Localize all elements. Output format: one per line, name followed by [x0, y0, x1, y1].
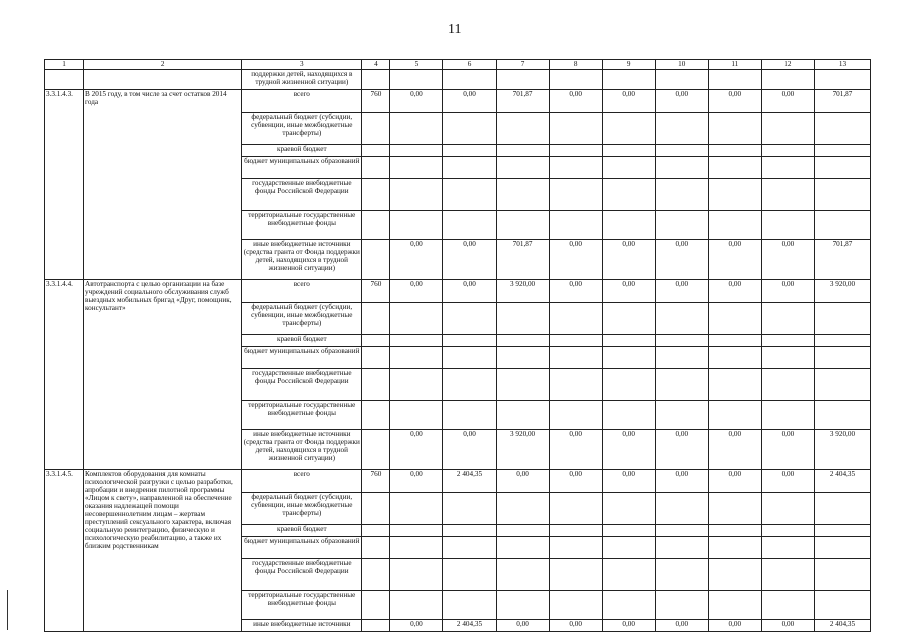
value-cell: 0,00 — [708, 90, 761, 113]
value-cell: 0,00 — [443, 430, 496, 470]
value-cell — [549, 157, 602, 179]
value-cell — [390, 113, 443, 145]
value-cell: 701,87 — [814, 240, 870, 280]
value-cell — [443, 347, 496, 369]
value-cell — [655, 347, 708, 369]
value-cell — [814, 493, 870, 525]
value-cell — [761, 537, 814, 559]
column-number: 1 — [45, 60, 84, 70]
table-row — [45, 90, 871, 113]
value-cell — [443, 70, 496, 90]
value-cell — [602, 179, 655, 211]
funding-source: иные внебюджетные источники — [242, 620, 362, 632]
item-description: Автотранспорта с целью организации на базе учреждений социального обслуживания служб выездных мобильных бригад «Друг, помощник, консультант» — [84, 280, 242, 470]
value-cell: 3 920,00 — [496, 280, 549, 303]
value-cell: 0,00 — [549, 620, 602, 632]
value-cell — [655, 157, 708, 179]
value-cell — [443, 559, 496, 591]
column4-code — [362, 525, 390, 537]
value-cell — [549, 401, 602, 430]
column4-code — [362, 347, 390, 369]
value-cell — [655, 70, 708, 90]
value-cell — [362, 70, 390, 90]
value-cell — [708, 525, 761, 537]
value-cell — [708, 303, 761, 335]
value-cell — [443, 113, 496, 145]
value-cell: 0,00 — [549, 430, 602, 470]
value-cell — [814, 369, 870, 401]
value-cell — [814, 347, 870, 369]
value-cell — [443, 369, 496, 401]
funding-source: поддержки детей, находящихся в трудной жизненной ситуации) — [242, 70, 362, 90]
value-cell — [549, 113, 602, 145]
value-cell — [496, 525, 549, 537]
value-cell — [443, 335, 496, 347]
value-cell: 3 920,00 — [496, 430, 549, 470]
value-cell — [443, 179, 496, 211]
value-cell — [549, 335, 602, 347]
value-cell — [814, 113, 870, 145]
column-number: 2 — [84, 60, 242, 70]
value-cell: 701,87 — [496, 240, 549, 280]
value-cell — [390, 559, 443, 591]
column-number: 4 — [362, 60, 390, 70]
value-cell — [602, 335, 655, 347]
value-cell — [602, 401, 655, 430]
column4-code — [362, 430, 390, 470]
value-cell — [602, 347, 655, 369]
value-cell: 0,00 — [602, 90, 655, 113]
value-cell — [602, 537, 655, 559]
column4-code: 760 — [362, 90, 390, 113]
item-code: 3.3.1.4.5. — [45, 470, 84, 632]
column4-code — [362, 240, 390, 280]
value-cell — [496, 211, 549, 240]
value-cell — [708, 591, 761, 620]
value-cell: 0,00 — [655, 280, 708, 303]
funding-source: бюджет муниципальных образований — [242, 537, 362, 559]
page-number: 11 — [448, 22, 462, 37]
value-cell: 0,00 — [390, 430, 443, 470]
value-cell: 0,00 — [443, 240, 496, 280]
value-cell: 0,00 — [390, 280, 443, 303]
funding-source: краевой бюджет — [242, 525, 362, 537]
value-cell — [496, 347, 549, 369]
value-cell: 0,00 — [549, 280, 602, 303]
value-cell — [814, 70, 870, 90]
value-cell — [443, 211, 496, 240]
funding-source: всего — [242, 90, 362, 113]
value-cell — [814, 157, 870, 179]
value-cell — [708, 70, 761, 90]
value-cell — [549, 537, 602, 559]
value-cell — [496, 537, 549, 559]
value-cell — [761, 401, 814, 430]
funding-source: территориальные государственные внебюджетные фонды — [242, 401, 362, 430]
column4-code — [362, 620, 390, 632]
value-cell — [443, 591, 496, 620]
value-cell — [602, 303, 655, 335]
item-code — [45, 70, 84, 90]
funding-source: государственные внебюджетные фонды Российской Федерации — [242, 559, 362, 591]
column4-code — [362, 559, 390, 591]
column4-code — [362, 113, 390, 145]
value-cell — [549, 179, 602, 211]
funding-source: федеральный бюджет (субсидии, субвенции, иные межбюджетные трансферты) — [242, 493, 362, 525]
value-cell — [761, 157, 814, 179]
value-cell — [814, 335, 870, 347]
value-cell — [549, 369, 602, 401]
value-cell — [549, 559, 602, 591]
funding-source: бюджет муниципальных образований — [242, 347, 362, 369]
value-cell — [549, 525, 602, 537]
value-cell — [549, 303, 602, 335]
value-cell: 0,00 — [761, 430, 814, 470]
value-cell: 0,00 — [655, 620, 708, 632]
value-cell — [390, 211, 443, 240]
value-cell — [708, 145, 761, 157]
value-cell — [814, 591, 870, 620]
value-cell — [390, 537, 443, 559]
column4-code — [362, 591, 390, 620]
value-cell — [761, 369, 814, 401]
column-number-row — [45, 60, 871, 70]
value-cell: 0,00 — [443, 280, 496, 303]
value-cell — [708, 369, 761, 401]
continuation-row — [45, 70, 871, 90]
value-cell — [602, 211, 655, 240]
value-cell: 701,87 — [814, 90, 870, 113]
value-cell — [814, 525, 870, 537]
value-cell — [814, 559, 870, 591]
value-cell: 0,00 — [708, 240, 761, 280]
value-cell: 0,00 — [602, 620, 655, 632]
value-cell — [549, 591, 602, 620]
value-cell — [602, 157, 655, 179]
value-cell — [496, 401, 549, 430]
item-description — [84, 70, 242, 90]
column4-code — [362, 335, 390, 347]
value-cell — [443, 157, 496, 179]
value-cell — [761, 335, 814, 347]
funding-source: всего — [242, 280, 362, 303]
value-cell — [390, 70, 443, 90]
column4-code — [362, 179, 390, 211]
value-cell — [549, 211, 602, 240]
value-cell — [761, 211, 814, 240]
value-cell — [602, 559, 655, 591]
value-cell: 0,00 — [761, 470, 814, 493]
column-number: 9 — [602, 60, 655, 70]
table-row — [45, 470, 871, 493]
value-cell — [761, 179, 814, 211]
value-cell: 0,00 — [761, 90, 814, 113]
value-cell — [602, 145, 655, 157]
value-cell — [496, 335, 549, 347]
value-cell — [443, 401, 496, 430]
value-cell — [549, 493, 602, 525]
value-cell — [390, 179, 443, 211]
funding-source: государственные внебюджетные фонды Российской Федерации — [242, 179, 362, 211]
item-description: Комплектов оборудования для комнаты психологической разгрузки с целью разработки, апробации и внедрения пилотной программы «Лицом к свету», направленной на обеспечение оказания надлежащей помощи несовершеннолетним лицам – жертвам преступлений сексуального характера, включая социальную реинтеграцию, физическую и психологическую реабилитацию, а также их близким родственникам — [84, 470, 242, 632]
value-cell — [390, 493, 443, 525]
value-cell — [496, 559, 549, 591]
column-number: 6 — [443, 60, 496, 70]
value-cell: 0,00 — [655, 430, 708, 470]
value-cell — [602, 591, 655, 620]
value-cell — [814, 537, 870, 559]
value-cell — [496, 113, 549, 145]
value-cell — [496, 179, 549, 211]
value-cell: 2 404,35 — [814, 470, 870, 493]
value-cell: 0,00 — [390, 90, 443, 113]
value-cell: 3 920,00 — [814, 280, 870, 303]
value-cell — [496, 591, 549, 620]
column-number: 12 — [761, 60, 814, 70]
funding-source: краевой бюджет — [242, 335, 362, 347]
value-cell — [761, 303, 814, 335]
funding-source: государственные внебюджетные фонды Российской Федерации — [242, 369, 362, 401]
value-cell — [761, 559, 814, 591]
value-cell — [655, 211, 708, 240]
funding-source: федеральный бюджет (субсидии, субвенции, иные межбюджетные трансферты) — [242, 303, 362, 335]
value-cell: 0,00 — [602, 470, 655, 493]
value-cell — [496, 145, 549, 157]
value-cell — [496, 369, 549, 401]
value-cell — [708, 493, 761, 525]
value-cell — [443, 537, 496, 559]
value-cell — [390, 369, 443, 401]
column4-code — [362, 211, 390, 240]
value-cell — [814, 145, 870, 157]
value-cell — [655, 525, 708, 537]
value-cell — [549, 145, 602, 157]
budget-table — [44, 59, 871, 632]
value-cell — [708, 537, 761, 559]
value-cell: 0,00 — [549, 240, 602, 280]
value-cell: 0,00 — [443, 90, 496, 113]
value-cell — [655, 145, 708, 157]
value-cell: 0,00 — [496, 620, 549, 632]
value-cell — [655, 401, 708, 430]
column-number: 11 — [708, 60, 761, 70]
value-cell: 701,87 — [496, 90, 549, 113]
value-cell — [655, 537, 708, 559]
table-row — [45, 280, 871, 303]
value-cell — [443, 525, 496, 537]
value-cell — [655, 369, 708, 401]
column-number: 13 — [814, 60, 870, 70]
funding-source: территориальные государственные внебюджетные фонды — [242, 211, 362, 240]
item-description: В 2015 году, в том числе за счет остатков 2014 года — [84, 90, 242, 280]
value-cell — [761, 113, 814, 145]
funding-source: всего — [242, 470, 362, 493]
value-cell — [655, 591, 708, 620]
value-cell — [390, 157, 443, 179]
value-cell: 0,00 — [602, 240, 655, 280]
value-cell — [761, 525, 814, 537]
value-cell — [496, 303, 549, 335]
funding-source: краевой бюджет — [242, 145, 362, 157]
value-cell — [814, 401, 870, 430]
value-cell: 0,00 — [496, 470, 549, 493]
value-cell — [708, 335, 761, 347]
value-cell — [602, 70, 655, 90]
column-number: 7 — [496, 60, 549, 70]
value-cell: 0,00 — [655, 470, 708, 493]
value-cell: 0,00 — [761, 240, 814, 280]
value-cell: 2 404,35 — [814, 620, 870, 632]
value-cell: 0,00 — [761, 280, 814, 303]
value-cell: 3 920,00 — [814, 430, 870, 470]
value-cell — [390, 525, 443, 537]
value-cell — [496, 157, 549, 179]
value-cell — [443, 493, 496, 525]
value-cell: 0,00 — [708, 280, 761, 303]
value-cell: 0,00 — [390, 470, 443, 493]
value-cell — [602, 369, 655, 401]
value-cell — [814, 179, 870, 211]
value-cell — [761, 347, 814, 369]
margin-mark — [7, 590, 8, 630]
value-cell: 0,00 — [602, 280, 655, 303]
value-cell — [390, 335, 443, 347]
value-cell — [814, 211, 870, 240]
value-cell: 0,00 — [549, 470, 602, 493]
value-cell: 2 404,35 — [443, 620, 496, 632]
value-cell — [390, 591, 443, 620]
column4-code: 760 — [362, 470, 390, 493]
value-cell — [655, 179, 708, 211]
value-cell: 0,00 — [708, 430, 761, 470]
funding-source: бюджет муниципальных образований — [242, 157, 362, 179]
value-cell — [602, 493, 655, 525]
column-number: 5 — [390, 60, 443, 70]
value-cell — [655, 335, 708, 347]
value-cell — [443, 145, 496, 157]
column4-code — [362, 493, 390, 525]
value-cell — [708, 113, 761, 145]
value-cell — [549, 70, 602, 90]
value-cell: 0,00 — [761, 620, 814, 632]
funding-source: федеральный бюджет (субсидии, субвенции, иные межбюджетные трансферты) — [242, 113, 362, 145]
value-cell — [761, 145, 814, 157]
value-cell — [708, 157, 761, 179]
column4-code — [362, 537, 390, 559]
column-number: 3 — [242, 60, 362, 70]
value-cell — [655, 113, 708, 145]
value-cell: 0,00 — [390, 240, 443, 280]
value-cell — [549, 347, 602, 369]
value-cell: 0,00 — [655, 240, 708, 280]
value-cell — [814, 303, 870, 335]
value-cell — [443, 303, 496, 335]
value-cell — [496, 70, 549, 90]
column4-code — [362, 157, 390, 179]
funding-source: иные внебюджетные источники (средства гранта от Фонда поддержки детей, находящихся в трудной жизненной ситуации) — [242, 240, 362, 280]
column4-code — [362, 401, 390, 430]
value-cell: 0,00 — [708, 620, 761, 632]
value-cell — [390, 401, 443, 430]
column4-code: 760 — [362, 280, 390, 303]
value-cell — [761, 591, 814, 620]
value-cell — [761, 493, 814, 525]
column4-code — [362, 303, 390, 335]
value-cell: 0,00 — [390, 620, 443, 632]
value-cell — [390, 303, 443, 335]
value-cell — [602, 113, 655, 145]
value-cell: 0,00 — [708, 470, 761, 493]
value-cell — [708, 559, 761, 591]
value-cell — [761, 70, 814, 90]
value-cell — [602, 525, 655, 537]
value-cell — [655, 493, 708, 525]
value-cell — [496, 493, 549, 525]
value-cell: 2 404,35 — [443, 470, 496, 493]
value-cell: 0,00 — [655, 90, 708, 113]
funding-source: иные внебюджетные источники (средства гранта от Фонда поддержки детей, находящихся в трудной жизненной ситуации) — [242, 430, 362, 470]
column4-code — [362, 369, 390, 401]
value-cell: 0,00 — [549, 90, 602, 113]
value-cell — [708, 401, 761, 430]
column-number: 8 — [549, 60, 602, 70]
value-cell — [390, 347, 443, 369]
value-cell — [655, 559, 708, 591]
column-number: 10 — [655, 60, 708, 70]
value-cell — [708, 211, 761, 240]
value-cell — [655, 303, 708, 335]
column4-code — [362, 145, 390, 157]
value-cell — [390, 145, 443, 157]
value-cell: 0,00 — [602, 430, 655, 470]
value-cell — [708, 347, 761, 369]
funding-source: территориальные государственные внебюджетные фонды — [242, 591, 362, 620]
item-code: 3.3.1.4.4. — [45, 280, 84, 470]
item-code: 3.3.1.4.3. — [45, 90, 84, 280]
value-cell — [708, 179, 761, 211]
